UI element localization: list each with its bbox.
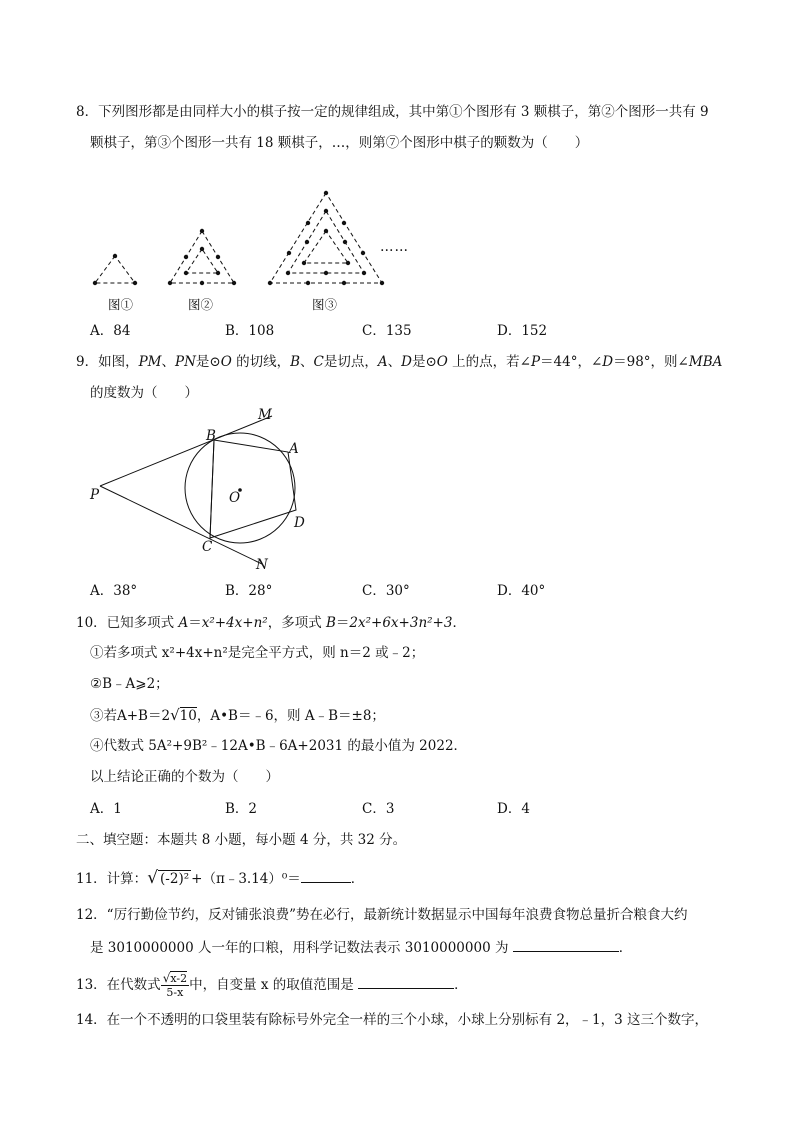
q14-line1: 14．在一个不透明的口袋里装有除标号外完全一样的三个小球，小球上分别标有 2，﹣1，3 这三个数字， [76, 1012, 709, 1028]
q9-line1: 9．如图，PM、PN是⊙O 的切线，B、C是切点，A、D是⊙O 上的点，若∠P＝44°，∠D＝98°，则∠MBA [76, 354, 723, 370]
section-2-heading: 二、填空题：本题共 8 小题，每小题 4 分，共 32 分。 [76, 832, 407, 848]
q9-label-c: C [202, 539, 213, 555]
q11-answer-blank[interactable] [301, 868, 351, 883]
q10-conclusion: 以上结论正确的个数为（ ） [90, 769, 279, 785]
q9-label-p: P [90, 487, 100, 503]
q10-option-a: A．1 [90, 801, 122, 817]
q9-label-o: O [229, 490, 241, 506]
q10-statement-1: ①若多项式 x²+4x+n²是完全平方式，则 n＝2 或﹣2； [90, 645, 425, 661]
q9-option-c: C．30° [362, 583, 410, 599]
q9-option-d: D．40° [497, 583, 546, 599]
q13-line: 13．在代数式 $\frac{√x-2}{5-x}$ 中，自变量 x 的取值范围是 ． [76, 971, 468, 999]
q11-line: 11．计算：√ (-2)² +（π﹣3.14）⁰＝ ． [76, 868, 365, 888]
q8-line1: 8．下列图形都是由同样大小的棋子按一定的规律组成，其中第①个图形有 3 颗棋子，第②个图形一共有 9 [76, 104, 709, 120]
q10-statement-4: ④代数式 5A²+9B²﹣12A•B﹣6A+2031 的最小值为 2022． [90, 738, 468, 754]
q9-label-b: B [206, 428, 216, 444]
q9-label-a: A [289, 441, 299, 457]
q10-statement-3: ③若A+B＝2√10，A•B＝﹣6，则 A﹣B＝±8； [90, 706, 385, 724]
q12-answer-blank[interactable] [513, 937, 619, 952]
q8-option-c: C．135 [362, 323, 412, 339]
q10-option-c: C．3 [362, 801, 395, 817]
q10-option-b: B．2 [225, 801, 258, 817]
q9-label-m: M [258, 407, 272, 423]
q12-line1: 12．“厉行勤俭节约，反对铺张浪费”势在必行，最新统计数据显示中国每年浪费食物总量折合粮食大约 [76, 907, 688, 923]
q8-ellipsis: …… [380, 239, 409, 255]
q10-option-d: D．4 [497, 801, 530, 817]
q8-caption-1: 图① [108, 297, 134, 312]
q13-fraction: $\frac{√x-2}{5-x}$ [162, 971, 188, 999]
q12-line2: 是 3010000000 人一年的口粮，用科学记数法表示 3010000000 为 ． [90, 937, 632, 957]
q9-line2: 的度数为（ ） [90, 385, 198, 401]
q8-option-d: D．152 [497, 323, 548, 339]
q8-line2: 颗棋子，第③个图形一共有 18 颗棋子，…，则第⑦个图形中棋子的颗数为（ ） [90, 135, 589, 151]
q8-caption-2: 图② [188, 297, 214, 312]
q13-answer-blank[interactable] [358, 974, 454, 989]
q8-option-b: B．108 [225, 323, 275, 339]
q9-option-b: B．28° [225, 583, 273, 599]
q9-label-n: N [256, 557, 268, 573]
q8-caption-3: 图③ [312, 297, 338, 312]
q10-statement-2: ②B﹣A⩾2； [90, 676, 169, 692]
q9-option-a: A．38° [90, 583, 138, 599]
q9-label-d: D [294, 515, 305, 531]
q10-intro: 10．已知多项式 A＝x²+4x+n²，多项式 B＝2x²+6x+3n²+3． [76, 615, 466, 631]
q8-option-a: A．84 [90, 323, 131, 339]
